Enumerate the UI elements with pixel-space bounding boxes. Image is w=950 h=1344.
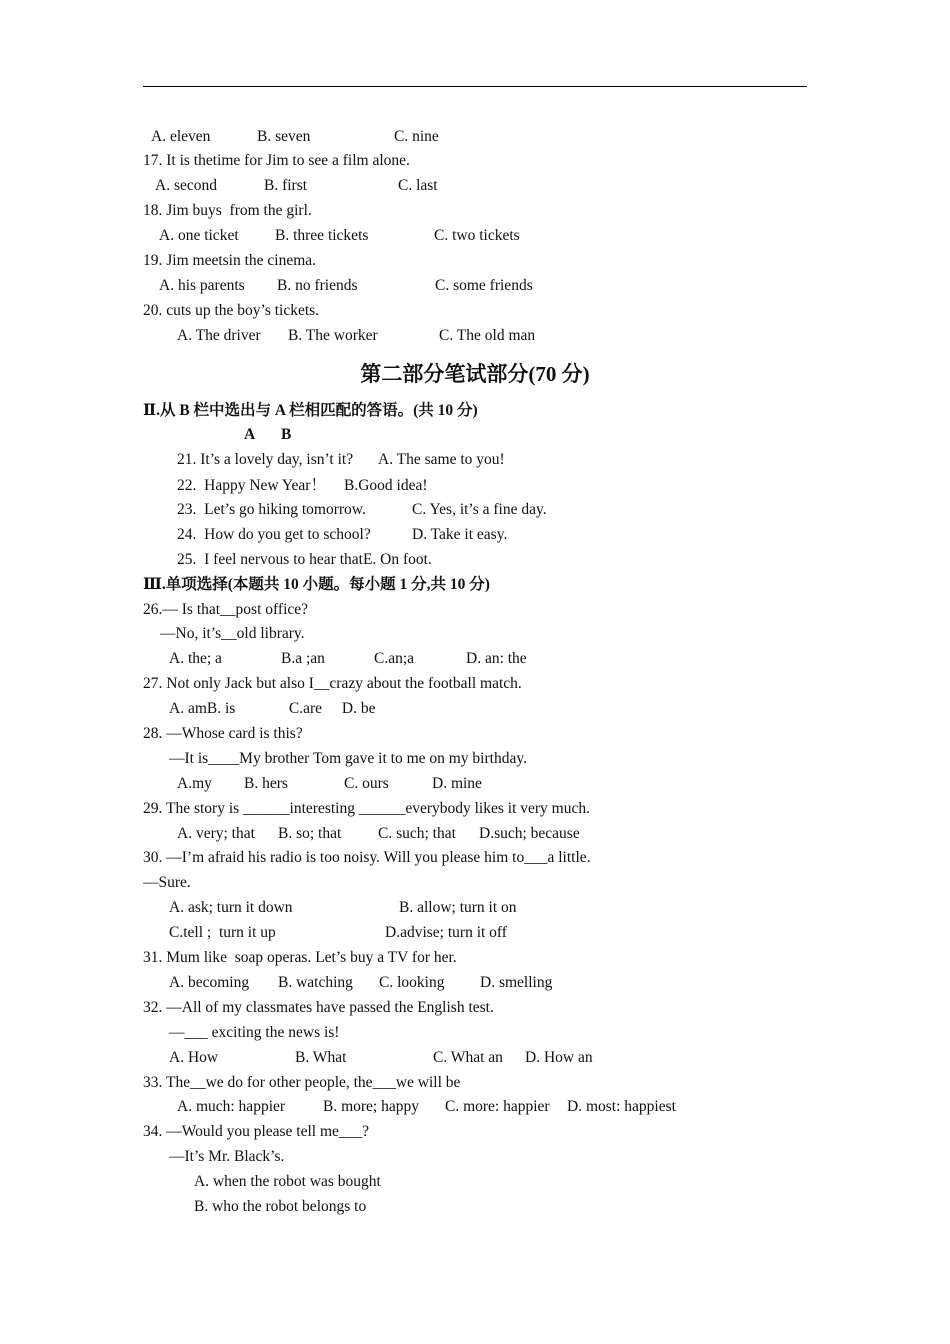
q33-option-a: A. much: happier — [177, 1098, 286, 1115]
match-25-a: 25. I feel nervous to hear that — [177, 551, 363, 568]
q18-option-b: B. three tickets — [275, 227, 369, 244]
q16-options — [151, 127, 439, 147]
q32-option-d: D. How an — [525, 1049, 593, 1066]
match-row-24 — [177, 525, 507, 545]
q29-option-c: C. such; that — [378, 825, 456, 842]
header-rule — [143, 86, 807, 87]
q19-stem: 19. Jim meetsin the cinema. — [143, 252, 317, 269]
q19-option-c: C. some friends — [435, 277, 533, 294]
q32-line2: —___ exciting the news is! — [169, 1024, 340, 1041]
section3-heading: Ⅲ.单项选择(本题共 10 小题。每小题 1 分,共 10 分) — [143, 576, 490, 593]
match-22-b: B.Good idea! — [344, 477, 428, 494]
q33-option-c: C. more: happier — [445, 1098, 550, 1115]
q19-options — [159, 276, 533, 296]
q18-option-c: C. two tickets — [434, 227, 520, 244]
q31-option-c: C. looking — [379, 974, 445, 991]
q20-option-c: C. The old man — [439, 327, 536, 344]
q28-option-a: A.my — [177, 775, 212, 792]
match-25-b: E. On foot. — [362, 551, 432, 568]
match-21-a: 21. It’s a lovely day, isn’t it? — [177, 451, 354, 468]
q26-options — [169, 649, 527, 669]
q30-option-d: D.advise; turn it off — [385, 924, 507, 941]
q18-option-a: A. one ticket — [159, 227, 239, 244]
match-row-22 — [177, 476, 428, 496]
q18-options — [159, 226, 520, 246]
q28-option-d: D. mine — [432, 775, 482, 792]
q17-stem: 17. It is thetime for Jim to see a film alone. — [143, 152, 410, 169]
q29-option-d: D.such; because — [479, 825, 580, 842]
q33-options — [177, 1097, 676, 1117]
q29-option-b: B. so; that — [278, 825, 342, 842]
q16-option-b: B. seven — [257, 128, 311, 145]
q31-option-b: B. watching — [278, 974, 353, 991]
q32-option-b: B. What — [295, 1049, 347, 1066]
match-23-a: 23. Let’s go hiking tomorrow. — [177, 501, 366, 518]
match-23-b: C. Yes, it’s a fine day. — [412, 501, 547, 518]
section2-column-headers — [244, 425, 291, 445]
q31-option-d: D. smelling — [480, 974, 553, 991]
match-21-b: A. The same to you! — [378, 451, 505, 468]
q30-line2: —Sure. — [143, 874, 191, 891]
q32-stem: 32. —All of my classmates have passed the English test. — [143, 999, 494, 1016]
q20-options — [177, 326, 535, 346]
q19-option-b: B. no friends — [277, 277, 358, 294]
match-row-25 — [177, 550, 432, 570]
q20-stem: 20. cuts up the boy’s tickets. — [143, 302, 320, 319]
q27-option-d: D. be — [341, 700, 376, 717]
q29-stem: 29. The story is ______interesting ______everybody likes it very much. — [143, 800, 590, 817]
match-row-23 — [177, 500, 547, 520]
q34-option-b: B. who the robot belongs to — [194, 1198, 367, 1215]
q29-option-a: A. very; that — [177, 825, 255, 842]
q20-option-b: B. The worker — [288, 327, 378, 344]
q17-option-a: A. second — [155, 177, 217, 194]
q32-options — [169, 1048, 593, 1068]
q26-line2: —No, it’s__old library. — [160, 625, 305, 642]
q34-line2: —It’s Mr. Black’s. — [169, 1148, 285, 1165]
column-b-header: B — [281, 426, 292, 443]
match-24-a: 24. How do you get to school? — [177, 526, 371, 543]
q27-options — [169, 699, 375, 719]
q20-option-a: A. The driver — [177, 327, 261, 344]
q27-option-b: B. is — [206, 700, 236, 717]
q30-stem: 30. —I’m afraid his radio is too noisy. Will you please him to___a little. — [143, 849, 591, 866]
q33-option-b: B. more; happy — [323, 1098, 419, 1115]
q31-options — [169, 973, 552, 993]
column-a-header: A — [244, 426, 256, 443]
q19-option-a: A. his parents — [159, 277, 245, 294]
q28-line2: —It is____My brother Tom gave it to me on my birthday. — [169, 750, 527, 767]
q34-option-a: A. when the robot was bought — [194, 1173, 381, 1190]
q17-option-c: C. last — [398, 177, 438, 194]
q31-option-a: A. becoming — [169, 974, 250, 991]
q26-option-c: C.an;a — [374, 650, 415, 667]
q27-option-a: A. am — [169, 700, 207, 717]
q26-option-d: D. an: the — [466, 650, 527, 667]
q30-option-a: A. ask; turn it down — [169, 899, 293, 916]
q32-option-a: A. How — [169, 1049, 219, 1066]
section2-heading: Ⅱ.从 B 栏中选出与 A 栏相匹配的答语。(共 10 分) — [143, 402, 478, 419]
q30-option-b: B. allow; turn it on — [399, 899, 517, 916]
match-24-b: D. Take it easy. — [412, 526, 508, 543]
q30-options-row1 — [169, 898, 517, 918]
q26-stem: 26.— Is that__post office? — [143, 601, 309, 618]
q27-stem: 27. Not only Jack but also I__crazy about the football match. — [143, 675, 522, 692]
match-row-21 — [177, 450, 505, 470]
q30-options-row2 — [169, 923, 507, 943]
q33-option-d: D. most: happiest — [567, 1098, 676, 1115]
q26-option-a: A. the; a — [169, 650, 222, 667]
match-22-a: 22. Happy New Year！ — [177, 477, 326, 494]
q16-option-a: A. eleven — [151, 128, 211, 145]
q17-options — [155, 176, 438, 196]
q31-stem: 31. Mum like soap operas. Let’s buy a TV for her. — [143, 949, 457, 966]
q16-option-c: C. nine — [394, 128, 439, 145]
part2-title: 第二部分笔试部分(70 分) — [360, 362, 590, 386]
q17-option-b: B. first — [264, 177, 308, 194]
q29-options — [177, 824, 580, 844]
q33-stem: 33. The__we do for other people, the___we will be — [143, 1074, 461, 1091]
q28-stem: 28. —Whose card is this? — [143, 725, 303, 742]
q34-stem: 34. —Would you please tell me___? — [143, 1123, 370, 1140]
q27-option-c: C.are — [288, 700, 323, 717]
q30-option-c: C.tell ; turn it up — [169, 924, 276, 941]
q26-option-b: B.a ;an — [281, 650, 325, 667]
q28-options — [177, 774, 482, 794]
q28-option-b: B. hers — [244, 775, 288, 792]
q18-stem: 18. Jim buys from the girl. — [143, 202, 312, 219]
q28-option-c: C. ours — [344, 775, 389, 792]
q32-option-c: C. What an — [433, 1049, 503, 1066]
